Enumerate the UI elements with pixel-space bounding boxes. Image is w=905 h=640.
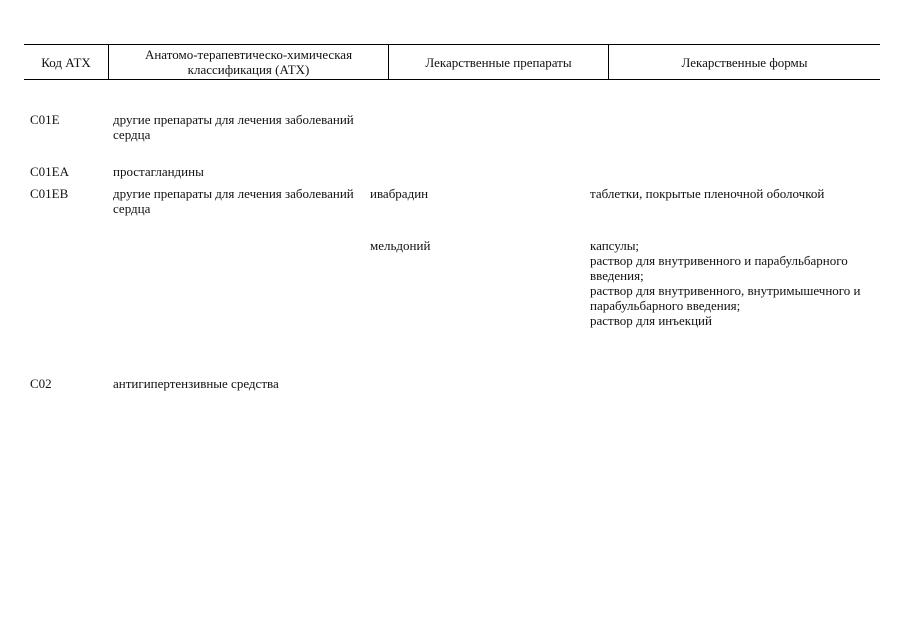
header-code: Код АТХ xyxy=(41,54,91,70)
header-atc-class: Анатомо-терапевтическо-химическая классификация (АТХ) xyxy=(108,45,388,79)
header-forms: Лекарственные формы xyxy=(608,45,880,79)
row-code: C01E xyxy=(30,112,60,127)
row-code: C01EA xyxy=(30,164,69,179)
row-form: капсулы; раствор для внутривенного и парабульбарного введения; раствор для внутривенного, внутримышечного и парабульбарного введения; раствор для инъекций xyxy=(590,238,861,328)
header-drugs: Лекарственные препараты xyxy=(388,45,608,79)
row-drug: мельдоний xyxy=(370,238,431,253)
row-description: антигипертензивные средства xyxy=(113,376,279,391)
row-description: другие препараты для лечения заболеваний сердца xyxy=(113,186,354,216)
row-description: простагландины xyxy=(113,164,204,179)
row-form: таблетки, покрытые пленочной оболочкой xyxy=(590,186,825,201)
row-drug: ивабрадин xyxy=(370,186,429,201)
row-code: C01EB xyxy=(30,186,69,201)
row-code: C02 xyxy=(30,376,52,391)
table-header xyxy=(24,44,880,80)
row-description: другие препараты для лечения заболеваний сердца xyxy=(113,112,354,142)
